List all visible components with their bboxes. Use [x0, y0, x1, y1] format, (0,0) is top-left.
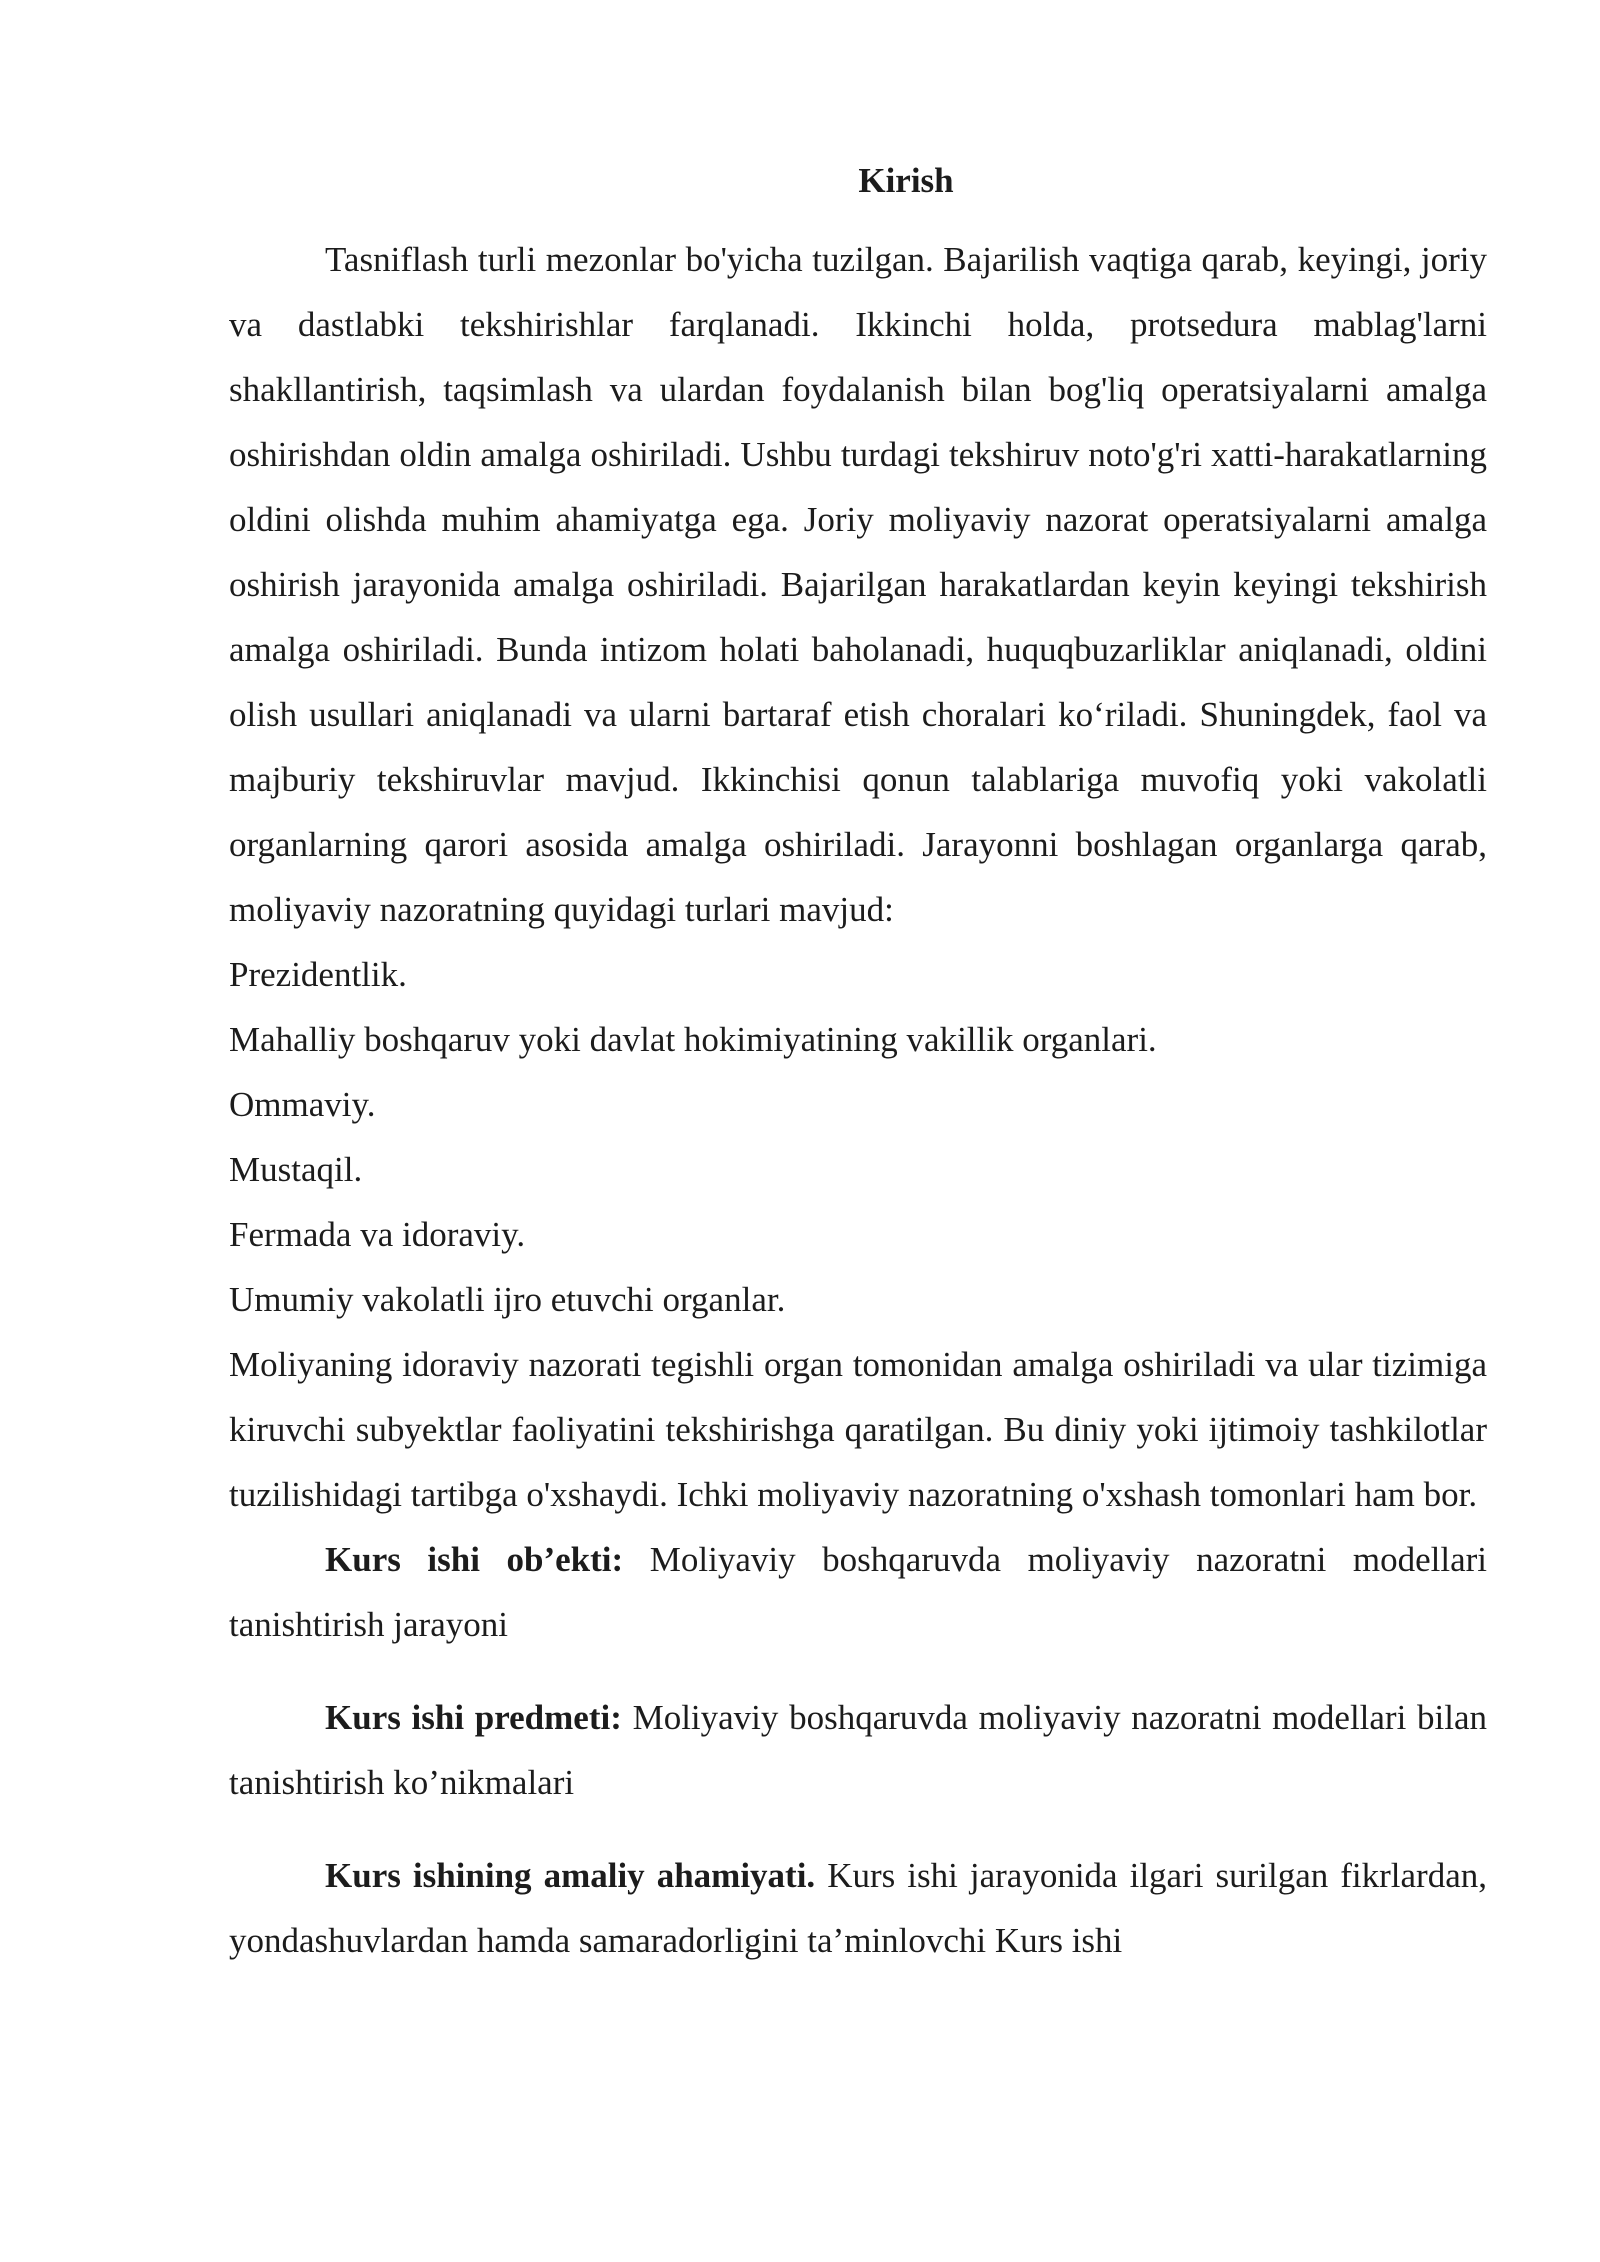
list-item: Mahalliy boshqaruv yoki davlat hokimiyatining vakillik organlari. [229, 1020, 1157, 1059]
course-object-paragraph [229, 1527, 1487, 1657]
course-subject-label: Kurs ishi predmeti: [325, 1698, 622, 1737]
list-item: Mustaqil. [229, 1150, 363, 1189]
list-item: Umumiy vakolatli ijro etuvchi organlar. [229, 1280, 786, 1319]
course-object-text: Moliyaviy boshqaruvda moliyaviy nazoratni modellari tanishtirish jarayoni [229, 1540, 1487, 1644]
course-object-label: Kurs ishi ob’ekti: [325, 1540, 624, 1579]
course-subject-paragraph [229, 1685, 1487, 1815]
intro-paragraph: Tasniflash turli mezonlar bo'yicha tuzilgan. Bajarilish vaqtiga qarab, keyingi, joriy va dastlabki tekshirishlar farqlanadi. Ikkinchi holda, protsedura mablag'larni shakllantirish, taqsimlash va ulardan foydalanish bilan bog'liq operatsiyalarni amalga oshirishdan oldin amalga oshiriladi. Ushbu turdagi tekshiruv noto'g'ri xatti-harakatlarning oldini olishda muhim ahamiyatga ega. Joriy moliyaviy nazorat operatsiyalarni amalga oshirish jarayonida amalga oshiriladi. Bajarilgan harakatlardan keyin keyingi tekshirish amalga oshiriladi. Bunda intizom holati baholanadi, huquqbuzarliklar aniqlanadi, oldini olish usullari aniqlanadi va ularni bartaraf etish choralari ko‘riladi. Shuningdek, faol va majburiy tekshiruvlar mavjud. Ikkinchisi qonun talablariga muvofiq yoki vakolatli organlarning qarori asosida amalga oshiriladi. Jarayonni boshlagan organlarga qarab, moliyaviy nazoratning quyidagi turlari mavjud: [229, 240, 1487, 929]
list-item: Prezidentlik. [229, 955, 407, 994]
departmental-control-paragraph: Moliyaning idoraviy nazorati tegishli organ tomonidan amalga oshiriladi va ular tizimiga kiruvchi subyektlar faoliyatini tekshirishga qaratilgan. Bu diniy yoki ijtimoiy tashkilotlar tuzilishidagi tartibga o'xshaydi. Ichki moliyaviy nazoratning o'xshash tomonlari ham bor. [229, 1345, 1487, 1514]
practical-significance-paragraph [229, 1843, 1487, 1973]
list-item: Ommaviy. [229, 1085, 376, 1124]
page-title: Kirish [858, 161, 954, 200]
list-item: Fermada va idoraviy. [229, 1215, 526, 1254]
practical-significance-label: Kurs ishining amaliy ahamiyati. [325, 1856, 816, 1895]
document-body [229, 148, 1487, 1973]
practical-significance-text: Kurs ishi jarayonida ilgari surilgan fikrlardan, yondashuvlardan hamda samaradorligini ta’minlovchi Kurs ishi [229, 1856, 1487, 1960]
course-subject-text: Moliyaviy boshqaruvda moliyaviy nazoratni modellari bilan tanishtirish ko’nikmalari [229, 1698, 1487, 1802]
